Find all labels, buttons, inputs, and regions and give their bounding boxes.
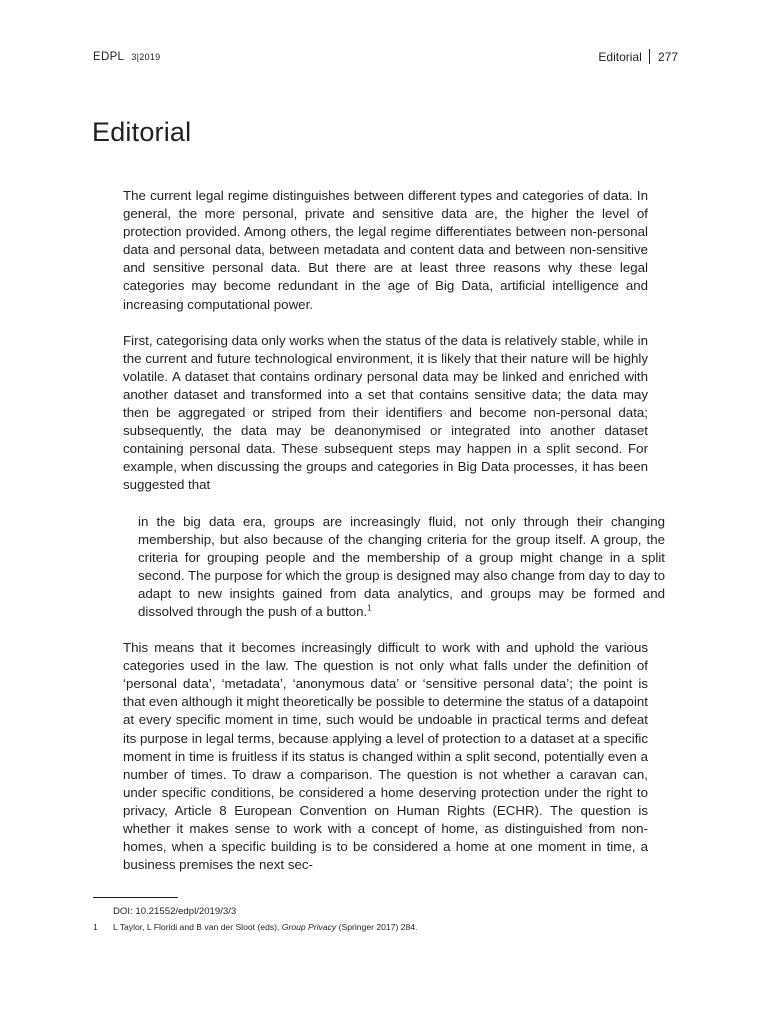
journal-name: EDPL bbox=[93, 51, 124, 63]
footnote-ref[interactable]: 1 bbox=[367, 603, 372, 613]
issue-number: 3|2019 bbox=[131, 52, 161, 62]
running-header-left bbox=[93, 51, 161, 63]
header-divider bbox=[649, 49, 650, 64]
paragraph-following: This means that it becomes increasingly difficult to work with and uphold the various categories used in the law. The question is not only what falls under the definition of ‘personal data’, ‘metadata’, ‘anonymous data’ or ‘sensitive personal data’; the point is that even although it might theoretically be possible to determine the status of a datapoint at every specific moment in time, such would be undoable in practical terms and defeat its purpose in legal terms, because applying a level of protection to a dataset at a specific moment in time is fruitless if its status is changed within a split second, potentially even a number of times. To draw a comparison. The question is not whether a caravan can, under specific conditions, be considered a home deserving protection under the right to privacy, Article 8 European Convention on Human Rights (ECHR). The question is whether it makes sense to work with a concept of home, as distinguished from non-homes, when a specific building is to be considered a home at one moment in time, a business premises the next sec- bbox=[123, 640, 648, 873]
page-title: Editorial bbox=[92, 117, 192, 147]
block-quote bbox=[138, 513, 665, 622]
running-header-right bbox=[598, 49, 678, 64]
page-number: 277 bbox=[657, 49, 678, 64]
footnote-number: 1 bbox=[93, 922, 98, 932]
footnote-1 bbox=[93, 922, 653, 932]
section-name: Editorial bbox=[598, 49, 642, 64]
paragraph-first: First, categorising data only works when the status of the data is relatively stable, while in the current and future technological environment, it is likely that their nature will be highly volatile. A dataset that contains ordinary personal data may be linked and enriched with another dataset and transformed into a set that contains sensitive data; the data may then be aggregated or striped from their identifiers and become non-personal data; subsequently, the data may be deanonymised or integrated into another dataset containing personal data. These subsequent steps may happen in a split second. For example, when discussing the groups and categories in Big Data processes, it has been suggested that bbox=[123, 332, 648, 493]
footnote-authors: L Taylor, L Floridi and B van der Sloot (eds), bbox=[113, 922, 280, 932]
footnote-book-title: Group Privacy bbox=[281, 922, 337, 932]
article-body bbox=[123, 187, 665, 892]
footnote-rule bbox=[93, 897, 178, 898]
paragraph-intro: The current legal regime distinguishes between different types and categories of data. In general, the more personal, private and sensitive data are, the higher the level of protection provided. Among others, the legal regime differentiates between non-personal data and personal data, between metadata and content data and between non-sensitive and sensitive personal data. But there are at least three reasons why these legal categories may become redundant in the age of Big Data, artificial intelligence and increasing computational power. bbox=[123, 188, 648, 312]
doi-line: DOI: 10.21552/edpl/2019/3/3 bbox=[113, 906, 237, 917]
quote-text: in the big data era, groups are increasingly fluid, not only through their changing membership, but also because of the changing criteria for the group itself. A group, the criteria for grouping people and the membership of a group might change in a split second. The purpose for which the group is designed may also change from day to day to adapt to new insights gained from data analytics, and groups may be formed and dissolved through the push of a button. bbox=[138, 513, 665, 619]
footnote-publisher: (Springer 2017) 284. bbox=[338, 922, 418, 932]
